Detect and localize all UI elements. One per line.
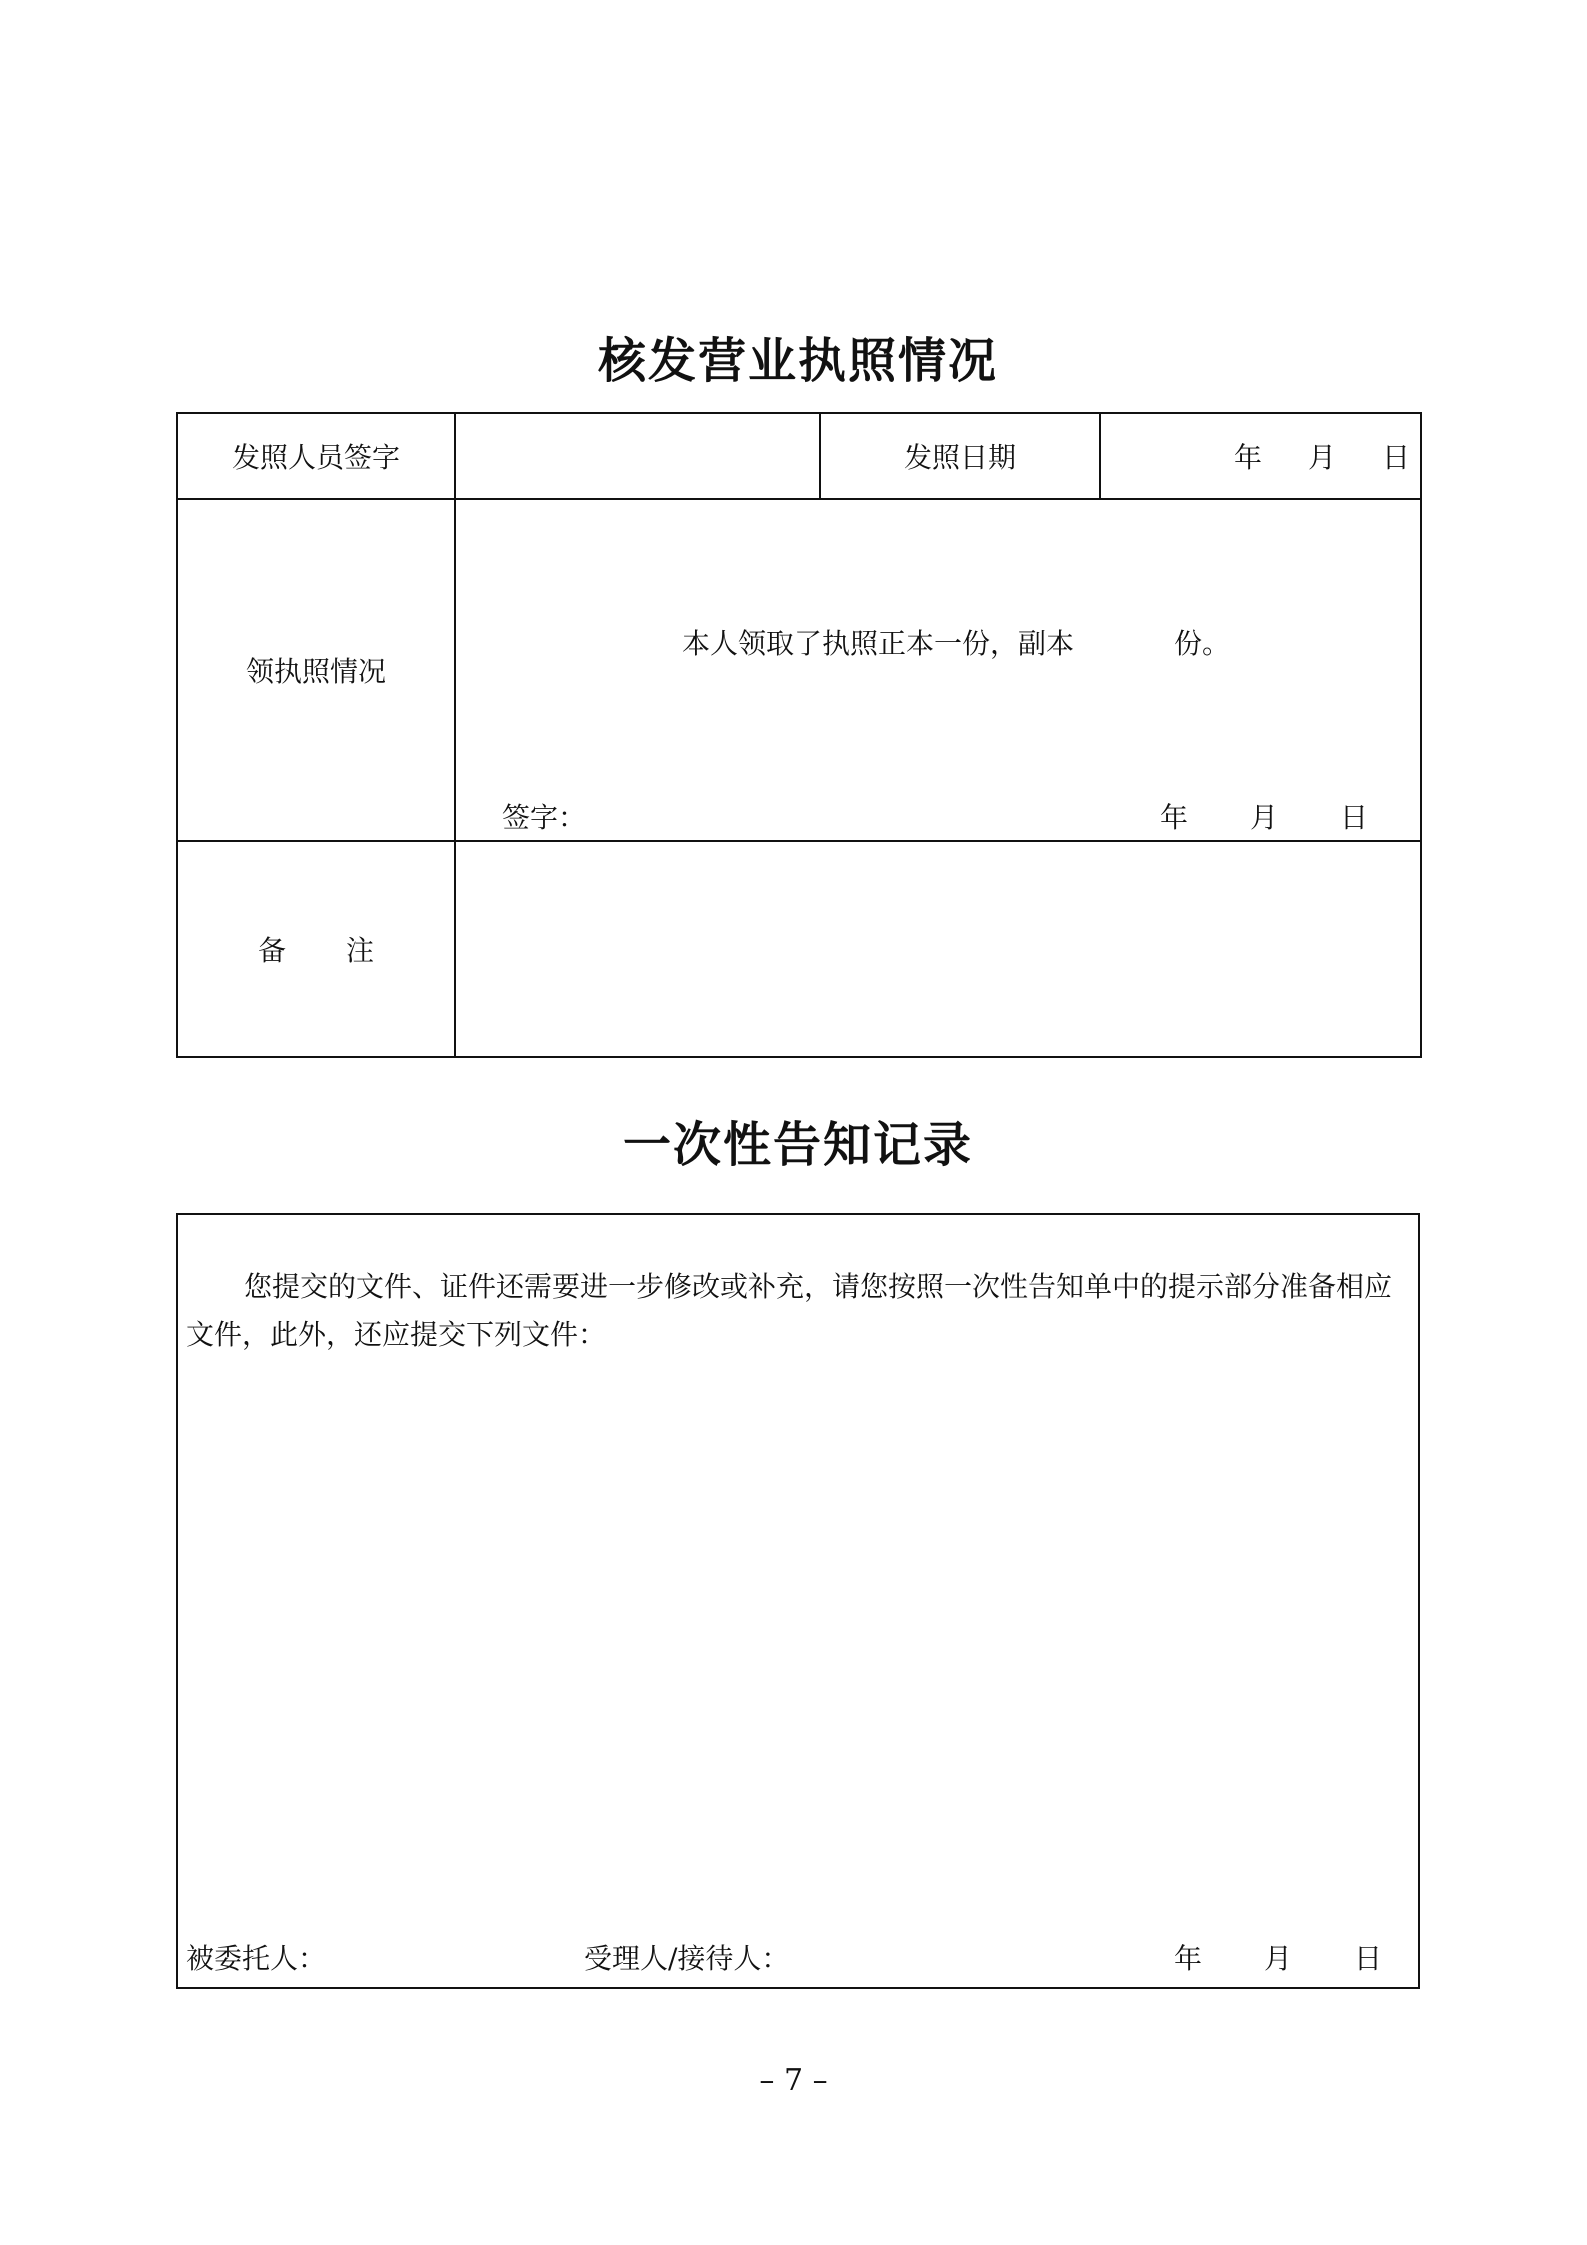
receipt-content: [455, 499, 1421, 841]
issuer-signature-label: 发照人员签字: [177, 413, 455, 499]
receiver-signature-label: 签字：: [502, 801, 587, 834]
page-number: – 7 –: [759, 2063, 828, 2098]
receipt-label: 领执照情况: [177, 499, 455, 841]
receiver-label: 受理人/接待人：: [584, 1942, 790, 1975]
license-issuance-table: [176, 412, 1422, 1058]
receipt-date[interactable]: [1160, 796, 1368, 836]
notice-date-month: 月: [1263, 1942, 1292, 1975]
notice-body: 您提交的文件、证件还需要进一步修改或补充，请您按照一次性告知单中的提示部分准备相应文件，此外，还应提交下列文件：: [186, 1270, 1393, 1351]
receipt-statement: [456, 622, 1420, 662]
notice-signature-row: [186, 1937, 1382, 1977]
notice-record-box: [176, 1213, 1420, 1989]
receipt-date-month: 月: [1249, 801, 1278, 834]
license-section-title: 核发营业执照情况: [597, 333, 998, 389]
issue-date-day: 日: [1381, 441, 1410, 474]
notice-date[interactable]: [1174, 1937, 1382, 1977]
remarks-field[interactable]: [455, 841, 1421, 1057]
notice-date-day: 日: [1353, 1942, 1382, 1975]
notice-section-title: 一次性告知记录: [622, 1117, 973, 1173]
issue-date-month: 月: [1307, 441, 1336, 474]
issuer-signature-field[interactable]: [455, 413, 820, 499]
principal-label: 被委托人：: [186, 1942, 327, 1975]
remarks-label: [177, 841, 455, 1057]
receipt-date-year: 年: [1159, 801, 1188, 834]
remarks-label-char-1: 备: [257, 934, 286, 967]
issue-date-label: 发照日期: [820, 413, 1100, 499]
receipt-text-before: 本人领取了执照正本一份，副本: [681, 627, 1074, 660]
issue-date-year: 年: [1233, 441, 1262, 474]
receipt-text-after: 份。: [1174, 627, 1231, 660]
notice-date-year: 年: [1173, 1942, 1202, 1975]
issue-date-field[interactable]: [1100, 413, 1421, 499]
remarks-label-char-2: 注: [346, 934, 375, 967]
receipt-date-day: 日: [1339, 801, 1368, 834]
